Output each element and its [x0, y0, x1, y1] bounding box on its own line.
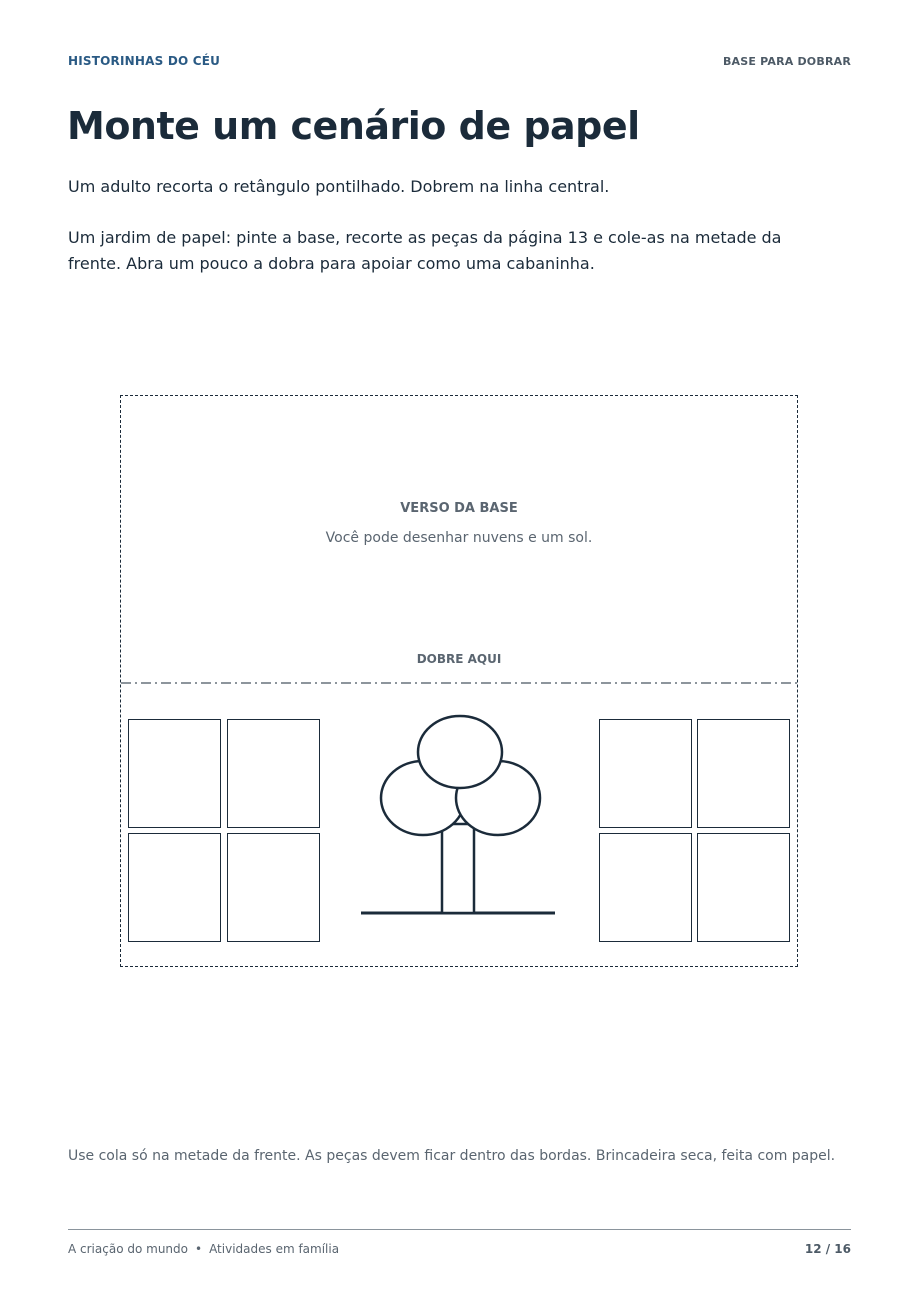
cutout-tile-right-2 — [697, 719, 790, 828]
running-header-section: HISTORINHAS DO CÉU — [68, 54, 221, 68]
page-number: 12 / 16 — [804, 1242, 851, 1256]
intro-paragraph: Um adulto recorta o retângulo pontilhado. Dobrem na linha central. — [68, 177, 610, 196]
page-title: Monte um cenário de papel — [67, 104, 640, 148]
back-half-label: VERSO DA BASE — [400, 501, 518, 516]
cutout-tile-left-1 — [128, 719, 221, 828]
back-half-hint: Você pode desenhar nuvens e um sol. — [325, 530, 593, 546]
running-header-label: BASE PARA DOBRAR — [722, 55, 851, 68]
cutout-tile-right-3 — [599, 833, 692, 942]
footer-divider — [68, 1229, 851, 1230]
description-paragraph: Um jardim de papel: pinte a base, recorte as peças da página 13 e cole-as na metade da frente. Abra um pouco a dobra para apoiar como uma cabaninha. — [68, 228, 782, 273]
cutout-tile-right-1 — [599, 719, 692, 828]
footer-book-title: A criação do mundo — [68, 1242, 188, 1256]
fold-line — [121, 682, 799, 684]
cutout-rectangle — [120, 395, 798, 967]
tree-icon — [359, 714, 559, 920]
cutout-tile-right-4 — [697, 833, 790, 942]
footer-section: Atividades em família — [209, 1242, 340, 1256]
cutout-tile-left-2 — [227, 719, 320, 828]
cutout-tile-left-3 — [128, 833, 221, 942]
footer-separator: • — [194, 1242, 203, 1256]
cutout-tile-left-4 — [227, 833, 320, 942]
footer-left — [68, 1242, 339, 1256]
fold-label: DOBRE AQUI — [416, 652, 502, 666]
footnote: Use cola só na metade da frente. As peças devem ficar dentro das bordas. Brincadeira seca, feita com papel. — [68, 1148, 836, 1164]
